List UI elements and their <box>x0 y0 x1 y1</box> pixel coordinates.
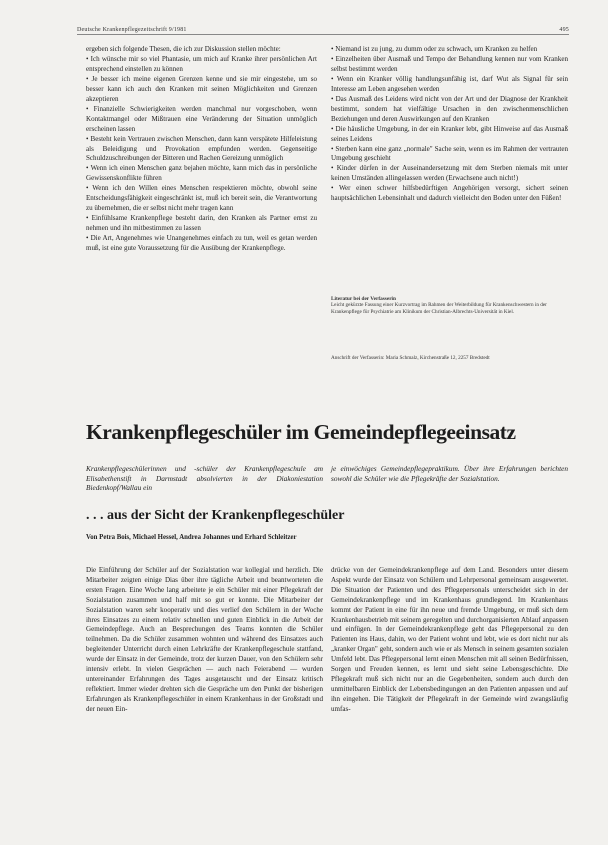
bullet-item: • Einfühlsame Krankenpflege besteht darin, den Kranken als Partner ernst zu nehmen und ihn mitbestimmen zu lassen <box>86 214 317 233</box>
bullet-item: • Finanzielle Schwierigkeiten werden manchmal nur vorgeschoben, wenn Kontaktmangel oder Mißtrauen eine Veränderung der Situation unmöglich erscheinen lassen <box>86 104 317 133</box>
bullet-item: • Das Ausmaß des Leidens wird nicht von der Art und der Diagnose der Krankheit bestimmt, sondern hat vielfältige Ursachen in den zwischenmenschlichen Beziehungen und deren Auswirkungen auf den Kranken <box>331 94 568 123</box>
article-intro-right: je einwöchiges Gemeindepflegepraktikum. Über ihre Erfahrungen berichten sowohl die Schüler wie die Pflegekräfte der Sozialstation. <box>331 464 568 483</box>
journal-name: Deutsche Krankenpflegezeitschrift 9/1981 <box>77 27 187 33</box>
top-left-column <box>86 45 317 254</box>
top-right-column <box>331 45 568 204</box>
body-paragraph: Die Einführung der Schüler auf der Sozialstation war kollegial und herzlich. Die Mitarbeiter zeigten einige Dias über ihre tägliche Arbeit und beantworteten die ersten Fragen. Eine Woche lang arbeitete je ein Schüler mit einer Pflegekraft der Sozialstation zusammen und half mit so gut er konnte. Die Mitarbeiter der Sozialstation waren sehr kooperativ und dies verlief den Schülern in der Woche ihres Einsatzes zu einem relativ schnellen und guten Einblick in die Arbeit der Gemeindepflege. Auch an Besprechungen des Teams konnten die Schüler teilnehmen. Da die Schüler zusammen wohnten und während des Einsatzes auch begleitender Unterricht durch einen Lehrkräfte der Krankenpflegeschule stattfand, wurde der Einsatz in der Gemeinde, trotz der kurzen Dauer, von den Schülern sehr intensiv erlebt. In vielen Gesprächen — auch nach Feierabend — wurden untereinander Erfahrungen des Tages ausgetauscht und der Einsatz kritisch reflektiert. Immer wieder drehten sich die Gespräche um den Punkt der bisherigen Erfahrungen als Krankenpflegeschüler in einem Krankenhaus in der Großstadt und der neuen Ein- <box>86 566 323 713</box>
body-paragraph: drücke von der Gemeindekrankenpflege auf dem Land. Besonders unter diesem Aspekt wurde der Einsatz von Schülern und Lehrpersonal gemeinsam ausgewertet. Die Situation der Patienten und des Pflegepersonals unterscheidet sich in der Gemeindekrankenpflege und im Krankenhaus grundlegend. Im Krankenhaus kommt der Patient in eine für ihn neue und fremde Umgebung, er muß sich dem Krankenhausbetrieb mit seinem geregelten und durchorganisierten Ablauf anpassen und einfügen. In der Gemeindekrankenpflege geht das Pflegepersonal zu den Patienten ins Haus, dahin, wo der Patient wohnt und lebt, wie es dort nicht nur als „kranker Organ" geht, sondern auch wie er als Mensch in seinem gesamten sozialen Umfeld lebt. Das Pflegepersonal lernt einen Menschen mit all seinen Bedürfnissen, Sorgen und Freuden kennen, es lernt und sieht seine Lebensgeschichte. Die Pflegekraft muß sich nicht nur an die Gegebenheiten, sondern auch durch den unmittelbaren Einblick der Lebensbedingungen an den Patienten anpassen und auf ihn eingehen. Die Tätigkeit der Pflegekraft in der Gemeinde wird zwangsläufig umfas- <box>331 566 568 713</box>
bullet-item: • Die Art, Angenehmes wie Unangenehmes einfach zu tun, weil es getan werden muß, ist eine gute Voraussetzung für die Ausübung der Krankenpflege. <box>86 234 317 253</box>
bullet-item: • Kinder dürfen in der Auseinandersetzung mit dem Sterben niemals mit unter keinen Umständen allingelassen werden (Erwachsene auch nicht!) <box>331 164 568 183</box>
article-title: Krankenpflegeschüler im Gemeindepflegeeinsatz <box>86 420 516 444</box>
bullet-item: • Sterben kann eine ganz „normale" Sache sein, wenn es im Rahmen der vertrauten Umgebung geschieht <box>331 144 568 163</box>
bullet-item: • Die häusliche Umgebung, in der ein Kranker lebt, gibt Hinweise auf das Ausmaß seines Leidens <box>331 124 568 143</box>
bullet-item: • Wenn ich den Willen eines Menschen respektieren möchte, obwohl seine Entscheidungsfähigkeit eingeschränkt ist, muß ich bereit sein, die Verantwortung zu übernehmen, die er selbst nicht mehr tragen kann <box>86 184 317 213</box>
info-box-heading: Literatur bei der Verfasserin <box>331 296 396 302</box>
bullet-item: • Besteht kein Vertrauen zwischen Menschen, dann kann verspätete Hilfeleistung als Beleidigung und Provokation empfunden werden. Gegenseitige Schuldzuschreibungen der Bitteren und Rachen Gereizung unmöglich <box>86 134 317 163</box>
article-subtitle: . . . aus der Sicht der Krankenpflegeschüler <box>86 508 345 523</box>
info-box-text: Leicht gekürzte Fassung einer Kurzvortrag im Rahmen der Weiterbildung für Krankenschwestern in der Krankenpflege für Psychiatrie am Klinikum der Christian-Albrechts-Universität in Kiel. <box>331 302 547 315</box>
bullet-item: • Wenn ein Kranker völlig handlungsunfähig ist, darf Wut als Signal für sein Interesse am Leben angesehen werden <box>331 74 568 93</box>
info-box <box>331 296 568 315</box>
paragraph: ergeben sich folgende Thesen, die ich zur Diskussion stellen möchte: <box>86 45 281 53</box>
body-right-column <box>331 566 568 715</box>
bullet-item: • Wer einen schwer hilfsbedürftigen Angehörigen versorgt, sichert seinen hauptsächlichen Lebensinhalt und dadurch vielleicht den Boden unter den Füßen! <box>331 184 568 203</box>
body-left-column <box>86 566 323 715</box>
bullet-item: • Einzelheiten über Ausmaß und Tempo der Behandlung kennen nur vom Kranken selbst bestimmt werden <box>331 54 568 73</box>
bullet-item: • Niemand ist zu jung, zu dumm oder zu schwach, um Kranken zu helfen <box>331 45 538 53</box>
running-header <box>77 27 569 35</box>
author-address: Anschrift der Verfasserin: Maria Schmalz, Kirchenstraße 12, 2257 Bredstedt <box>331 355 490 361</box>
bullet-item: • Je besser ich meine eigenen Grenzen kenne und sie mir eingestehe, um so besser kann ich auch den Kranken mit seinen Möglichkeiten und Grenzen akzeptieren <box>86 74 317 103</box>
article-authors: Von Petra Bois, Michael Hessel, Andrea Johannes und Erhard Schleitzer <box>86 534 297 541</box>
bullet-item: • Wenn ich einen Menschen ganz bejahen möchte, kann mich das in persönliche Gewissenskonflikte führen <box>86 164 317 183</box>
article-intro-left: Krankenpflegeschülerinnen und -schüler der Krankenpflegeschule am Elisabethenstift in Darmstadt absolvierten in der Diakoniestation Biedenkopf/Wallau ein <box>86 464 323 493</box>
bullet-item: • Ich wünsche mir so viel Phantasie, um mich auf Kranke ihrer persönlichen Art entsprechend einstellen zu können <box>86 54 317 73</box>
page-number: 495 <box>559 27 569 33</box>
